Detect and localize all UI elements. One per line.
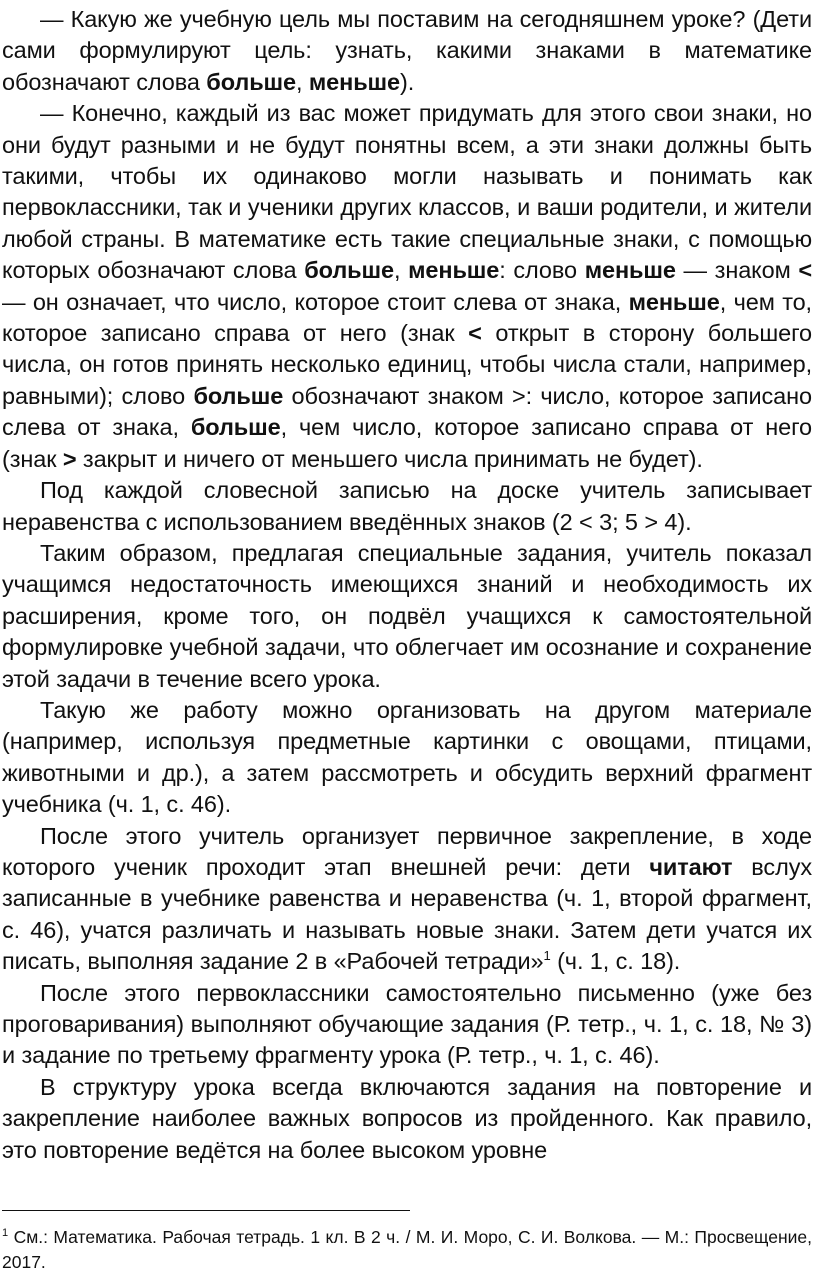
text-run: (ч. 1, с. 18).: [550, 948, 681, 975]
text-run: — знаком: [675, 257, 799, 284]
text-run: Таким образом, предлагая специальные задания, учитель показал учащимся недостаточность имеющихся знаний и необходимость их расширения, кроме того, он подвёл учащихся к самостоятельной формулировке учебной задачи, что облегчает им осознание и сохранение этой задачи в течение всего урока.: [2, 539, 812, 692]
bold-term: меньше: [408, 257, 500, 284]
bold-term: читают: [649, 853, 733, 880]
bold-term: больше: [304, 257, 394, 284]
text-run: После этого первоклассники самостоятельно письменно (уже без проговаривания) выполняют обучающие задания (Р. тетр., ч. 1, с. 18, № 3) и задание по третьему фрагменту урока (Р. тетр., ч. 1, с. 46).: [2, 979, 812, 1069]
text-run: — Какую же учебную цель мы поставим на сегодняшнем уроке? (Дети сами формулируют цель: узнать, какими знаками в математике обозначают слова: [2, 6, 812, 95]
text-run: ).: [400, 68, 415, 95]
footnote-text: См.: Математика. Рабочая тетрадь. 1 кл. В 2 ч. / М. И. Моро, С. И. Волкова. — М.: Просвещение, 2017.: [2, 1227, 812, 1272]
text-run: закрыт и ничего от меньшего числа принимать не будет).: [76, 445, 703, 472]
text-run: — Конечно, каждый из вас может придумать для этого свои знаки, но они будут разными и не будут понятны всем, а эти знаки должны быть такими, чтобы их одинаково могли называть и понимать как первоклассники, так и ученики других классов, и ваши родители, и жители любой страны. В математике есть такие специальные знаки, с помощью которых обозначают слова: [2, 100, 812, 284]
text-run: В структуру урока всегда включаются задания на повторение и закрепление наиболее важных вопросов из пройденного. Как правило, это повторение ведётся на более высоком уровне: [2, 1073, 812, 1163]
bold-term: меньше: [628, 288, 720, 315]
text-run: , чем число, которое записано справа от него (знак: [2, 414, 812, 472]
bold-term: <: [798, 257, 812, 284]
footnote-reference: 1: [543, 948, 551, 964]
paragraph: [2, 4, 812, 98]
text-run: После этого учитель организует первичное закрепление, в ходе которого ученик проходит этап внешней речи: дети: [2, 822, 812, 880]
text-run: Такую же работу можно организовать на другом материале (например, используя предметные картинки с овощами, птицами, животными и др.), а затем рассмотреть и обсудить верхний фрагмент учебника (ч. 1, с. 46).: [2, 696, 812, 818]
footnote: [2, 1225, 812, 1275]
bold-term: больше: [193, 382, 284, 409]
paragraph: [2, 1072, 812, 1166]
text-run: вслух записанные в учебнике равенства и неравенства (ч. 1, второй фрагмент, с. 46), учатся различать и называть новые знаки. Затем дети учатся их писать, выполняя задание 2 в «Рабочей тетради»: [2, 853, 812, 975]
text-run: обозначают знаком >: число, которое записано слева от знака,: [2, 382, 812, 441]
footnote-separator: [2, 1210, 410, 1211]
bold-term: меньше: [308, 68, 401, 95]
paragraph: [2, 538, 812, 695]
text-run: : слово: [499, 257, 585, 284]
bold-term: >: [62, 445, 77, 472]
paragraph: [2, 475, 812, 538]
bold-term: больше: [190, 414, 281, 441]
paragraph: [2, 98, 812, 475]
main-text: [2, 4, 812, 1166]
text-run: ,: [393, 257, 409, 284]
text-run: открыт в сторону большего числа, он готов принять несколько единиц, чтобы числа стали, например, равными); слово: [2, 320, 813, 409]
footnote-marker: 1: [2, 1227, 9, 1240]
bold-term: больше: [206, 68, 296, 95]
text-run: — он означает, что число, которое стоит слева от знака,: [2, 288, 629, 315]
bold-term: меньше: [584, 257, 676, 284]
text-run: , чем то, которое записано справа от него (знак: [2, 288, 812, 347]
text-run: Под каждой словесной записью на доске учитель записывает неравенства с использованием введённых знаков (2 < 3; 5 > 4).: [2, 477, 812, 535]
bold-term: <: [468, 320, 482, 347]
text-run: ,: [296, 68, 309, 95]
paragraph: [2, 695, 812, 821]
paragraph: [2, 821, 812, 978]
paragraph: [2, 978, 812, 1072]
